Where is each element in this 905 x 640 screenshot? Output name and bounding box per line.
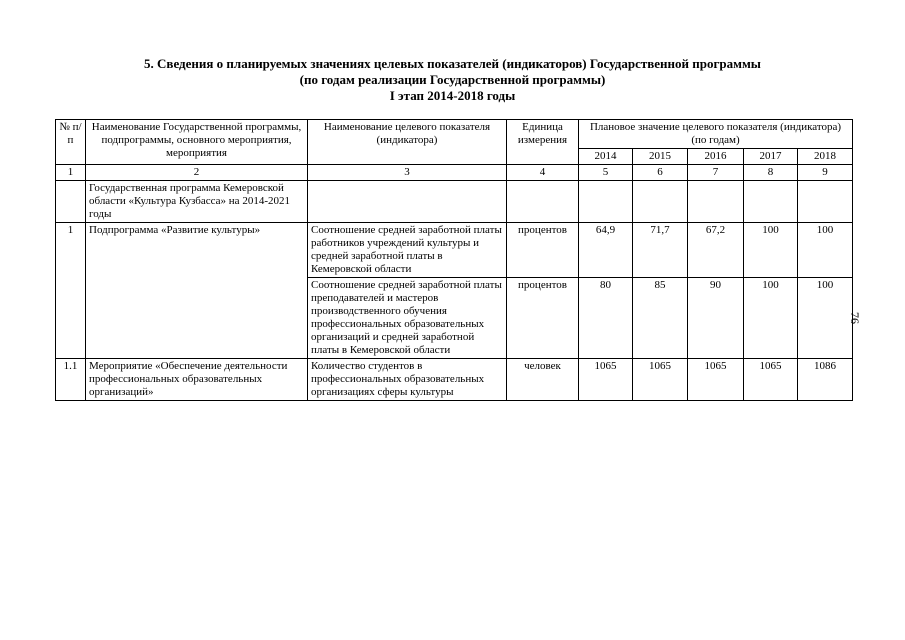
- page-number: 76: [848, 312, 862, 324]
- indicator-unit: процентов: [507, 223, 579, 278]
- table-row-measure: [56, 359, 853, 401]
- header-num: № п/п: [56, 120, 86, 165]
- table-header-row: [56, 120, 853, 149]
- measure-num: 1.1: [56, 359, 86, 401]
- measure-value: 1065: [579, 359, 633, 401]
- heading-line-1: 5. Сведения о планируемых значениях целевых показателей (индикаторов) Государственной программы: [144, 56, 761, 71]
- indicator-value: 100: [798, 223, 853, 278]
- heading-line-2: (по годам реализации Государственной программы): [299, 72, 606, 87]
- indicators-table: [55, 119, 853, 401]
- table-row-subprogram-indicator-1: [56, 223, 853, 278]
- indicator-name: Соотношение средней заработной платы преподавателей и мастеров производственного обучения профессиональных образовательных организаций и средней заработной платы в Кемеровской области: [308, 278, 507, 359]
- indicator-value: 64,9: [579, 223, 633, 278]
- measure-value: 1065: [688, 359, 744, 401]
- header-indicator: Наименование целевого показателя (индикатора): [308, 120, 507, 165]
- indicator-value: 67,2: [688, 223, 744, 278]
- table-row-program: [56, 181, 853, 223]
- subprogram-name: Подпрограмма «Развитие культуры»: [86, 223, 308, 359]
- column-number: 3: [308, 165, 507, 181]
- document-heading: [40, 56, 865, 104]
- indicator-value: 85: [633, 278, 688, 359]
- header-program: Наименование Государственной программы, подпрограммы, основного мероприятия, мероприятия: [86, 120, 308, 165]
- header-year: 2015: [633, 149, 688, 165]
- program-name: Государственная программа Кемеровской области «Культура Кузбасса» на 2014-2021 годы: [86, 181, 308, 223]
- column-number: 4: [507, 165, 579, 181]
- indicator-value: 90: [688, 278, 744, 359]
- indicator-value: 100: [798, 278, 853, 359]
- column-number: 8: [744, 165, 798, 181]
- measure-value: 1065: [633, 359, 688, 401]
- heading-line-3: I этап 2014-2018 годы: [389, 88, 516, 103]
- column-number: 1: [56, 165, 86, 181]
- indicator-value: 71,7: [633, 223, 688, 278]
- subprogram-num: 1: [56, 223, 86, 359]
- measure-unit: человек: [507, 359, 579, 401]
- indicator-name: Соотношение средней заработной платы работников учреждений культуры и средней заработной платы в Кемеровской области: [308, 223, 507, 278]
- indicator-value: 80: [579, 278, 633, 359]
- indicator-unit: процентов: [507, 278, 579, 359]
- column-numbers-row: [56, 165, 853, 181]
- column-number: 7: [688, 165, 744, 181]
- indicator-value: 100: [744, 278, 798, 359]
- column-number: 2: [86, 165, 308, 181]
- measure-indicator: Количество студентов в профессиональных образовательных организациях сферы культуры: [308, 359, 507, 401]
- measure-value: 1086: [798, 359, 853, 401]
- program-num-cell: [56, 181, 86, 223]
- header-unit: Единица измерения: [507, 120, 579, 165]
- column-number: 5: [579, 165, 633, 181]
- measure-name: Мероприятие «Обеспечение деятельности профессиональных образовательных организаций»: [86, 359, 308, 401]
- header-year: 2016: [688, 149, 744, 165]
- header-planned: Плановое значение целевого показателя (индикатора) (по годам): [579, 120, 853, 149]
- measure-value: 1065: [744, 359, 798, 401]
- column-number: 9: [798, 165, 853, 181]
- column-number: 6: [633, 165, 688, 181]
- indicator-value: 100: [744, 223, 798, 278]
- header-year: 2017: [744, 149, 798, 165]
- header-year: 2014: [579, 149, 633, 165]
- header-year: 2018: [798, 149, 853, 165]
